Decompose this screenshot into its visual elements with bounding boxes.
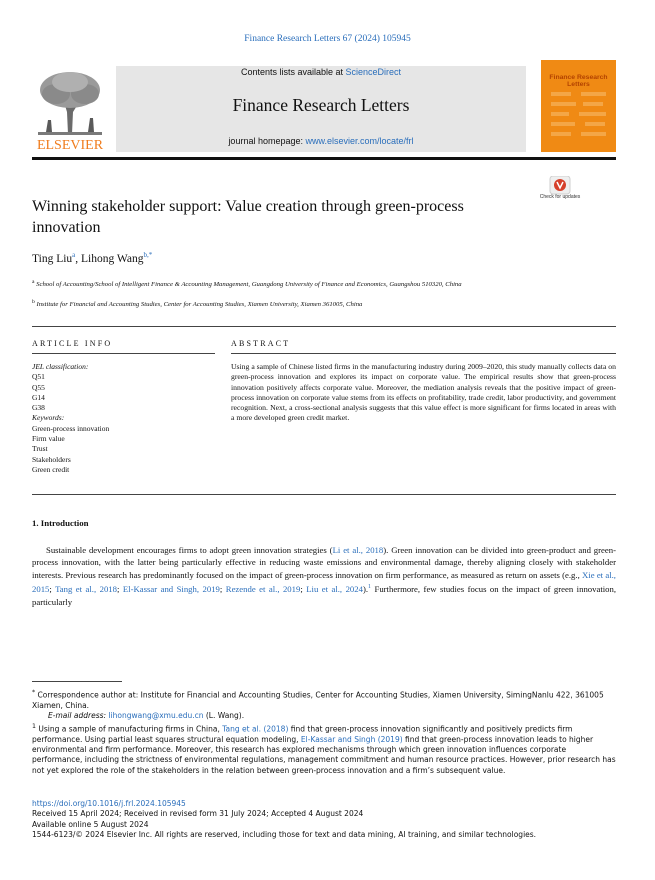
footnote-email (32, 711, 616, 721)
author-list (32, 251, 152, 265)
jel-code: Q55 (32, 382, 45, 392)
citation-link[interactable]: Xie et al., 2015 (32, 569, 616, 595)
received-dates: Received 15 April 2024; Received in revised form 31 July 2024; Accepted 4 August 2024 (32, 809, 364, 819)
introduction-paragraph (32, 544, 616, 608)
abstract-divider (231, 353, 616, 354)
affiliation-b (32, 297, 532, 310)
author-separator: , (75, 252, 82, 265)
footnote-text: find that green-process innovation significantly and positively predicts firm performance. Using partial least squares structural equation modeling, (32, 724, 573, 744)
footnote-text: Using a sample of manufacturing firms in China, (35, 724, 223, 734)
abstract-text: Using a sample of Chinese listed firms in the manufacturing industry during 2009–2020, this study manually collects data on green-process innovation and explores its impact on corporate value. The empirical results show that green-process innovation positively affects corporate value. Moreover, the mediation analysis reveals that the positive impact of green-process innovation on corporate value stems from its effects on profitability, trade credit, labor productivity, and government recognition. Next, a cross-sectional analysis suggests that this value effect is more significant for firms located in areas with a more developed green credit market. (231, 362, 616, 423)
article-info-divider (32, 353, 215, 354)
citation-link[interactable]: Tang et al., 2018 (55, 584, 117, 595)
elsevier-logo (30, 66, 110, 152)
journal-cover-image[interactable] (541, 60, 616, 152)
contents-line (116, 67, 526, 77)
body-text: Furthermore, few studies focus on the impact of green innovation, particularly (32, 584, 617, 607)
email-link[interactable]: lihongwang@xmu.edu.cn (108, 711, 204, 721)
sciencedirect-link[interactable]: ScienceDirect (345, 67, 402, 77)
cover-pattern-icon (541, 60, 616, 152)
article-title: Winning stakeholder support: Value creation through green-process innovation (32, 198, 464, 236)
citation-separator: ; (49, 584, 56, 595)
article-info-heading: ARTICLE INFO (32, 339, 113, 348)
footnote-mark: 1 (32, 722, 36, 730)
footnote-text: find that green-process innovation leads to higher environmental and firm performance. Moreover, this research has explored mechanisms through which green innovation influences corporate performance, including the strictness of environmental regulations, management commitment and human resource practices. However, prior research has not yet explored the role of the stakeholders in the relation between green-process innovation and a firm’s subsequent value. (32, 734, 616, 775)
keyword: Green credit (32, 464, 70, 474)
affiliation-text: School of Accounting/School of Intelligent Finance & Accounting Management, Guangdong University of Finance and Economics, Guangshou 510320, China (34, 281, 462, 289)
article-info-list (32, 362, 222, 475)
footnote-correspondence (32, 688, 616, 711)
section-heading-introduction: 1. Introduction (32, 518, 89, 528)
affiliation-text: Institute for Financial and Accounting Studies, Center for Accounting Studies, Xiamen University, Xiamen 361005, China (34, 301, 363, 309)
author-affiliation-mark[interactable]: b,* (143, 251, 153, 259)
homepage-prefix: journal homepage: (228, 136, 306, 146)
author-name[interactable]: Lihong Wang (81, 252, 144, 265)
footnote-text: Correspondence author at: Institute for Financial and Accounting Studies, Center for Accounting Studies, Xiamen University, SimingNanlu 422, 361005 Xiamen, China. (32, 690, 604, 710)
body-text: ). (362, 584, 369, 595)
email-suffix: (L. Wang). (203, 711, 245, 721)
journal-homepage-link[interactable]: www.elsevier.com/locate/frl (305, 136, 414, 146)
affiliation-mark: b (32, 299, 35, 305)
affiliation-mark: a (32, 279, 35, 285)
footnote-mark: * (32, 689, 36, 696)
doi-link[interactable]: https://doi.org/10.1016/j.frl.2024.105945 (32, 799, 186, 808)
author-name[interactable]: Ting Liu (32, 252, 73, 265)
copyright-notice: 1544-6123/© 2024 Elsevier Inc. All rights are reserved, including those for text and data mining, AI training, and similar technologies. (32, 830, 537, 840)
footnote-1 (32, 722, 616, 777)
footnotes (32, 688, 616, 776)
body-text: ). Green innovation can be divided into green-product and green-process innovation, with the latter being particularly effective in reducing waste emissions and environmental damage, thereby aligning closely with stakeholder interests. Previous research has predominantly focused on the impact of green-process innovation on firm performance, as measured as return on assets (e.g., (32, 545, 616, 580)
email-label: E-mail address: (48, 711, 109, 721)
contents-prefix: Contents lists available at (240, 67, 346, 77)
elsevier-tree-icon (30, 66, 110, 152)
header-divider (32, 157, 616, 160)
keywords-label: Keywords: (32, 413, 65, 423)
body-text: Sustainable development encourages firms to adopt green innovation strategies ( (46, 545, 333, 555)
available-online-date: Available online 5 August 2024 (32, 819, 149, 829)
check-for-updates-button[interactable] (542, 176, 578, 210)
jel-label: JEL classification: (32, 362, 89, 371)
citation-link[interactable]: Rezende et al., 2019 (225, 584, 301, 595)
journal-name: Finance Research Letters (232, 95, 410, 115)
footnote-divider (32, 681, 122, 682)
author-affiliation-mark[interactable]: a (72, 251, 76, 259)
citation-separator: ; (219, 584, 226, 595)
citation-separator: ; (300, 584, 307, 595)
abstract-heading: ABSTRACT (231, 339, 291, 348)
section-divider (32, 326, 616, 327)
citation-separator: ; (116, 584, 123, 595)
citation-link[interactable]: Liu et al., 2024 (306, 584, 363, 595)
check-updates-icon (542, 176, 578, 196)
journal-reference-link[interactable]: Finance Research Letters 67 (2024) 105945 (244, 34, 411, 44)
jel-code: G14 (32, 392, 45, 402)
citation-link[interactable]: El-Kassar and Singh, 2019 (122, 584, 220, 595)
keyword: Green-process innovation (32, 423, 110, 433)
publication-info (32, 799, 632, 841)
citation-link[interactable]: Li et al., 2018 (332, 545, 384, 555)
citation-link[interactable]: Tang et al. (2018) (222, 724, 289, 734)
cover-title: Finance Research Letters (549, 74, 608, 89)
jel-code: Q51 (32, 372, 45, 382)
homepage-line (116, 136, 526, 146)
jel-code: G38 (32, 403, 45, 413)
footnote-ref-link[interactable]: 1 (368, 584, 372, 591)
keyword: Firm value (32, 434, 65, 444)
citation-link[interactable]: El-Kassar and Singh (2019) (300, 734, 403, 744)
elsevier-wordmark: ELSEVIER (36, 138, 104, 152)
affiliation-a (32, 277, 532, 290)
check-updates-label: Check for updates (539, 194, 581, 200)
section-divider (32, 494, 616, 495)
keyword: Trust (32, 444, 48, 454)
keyword: Stakeholders (32, 454, 71, 464)
